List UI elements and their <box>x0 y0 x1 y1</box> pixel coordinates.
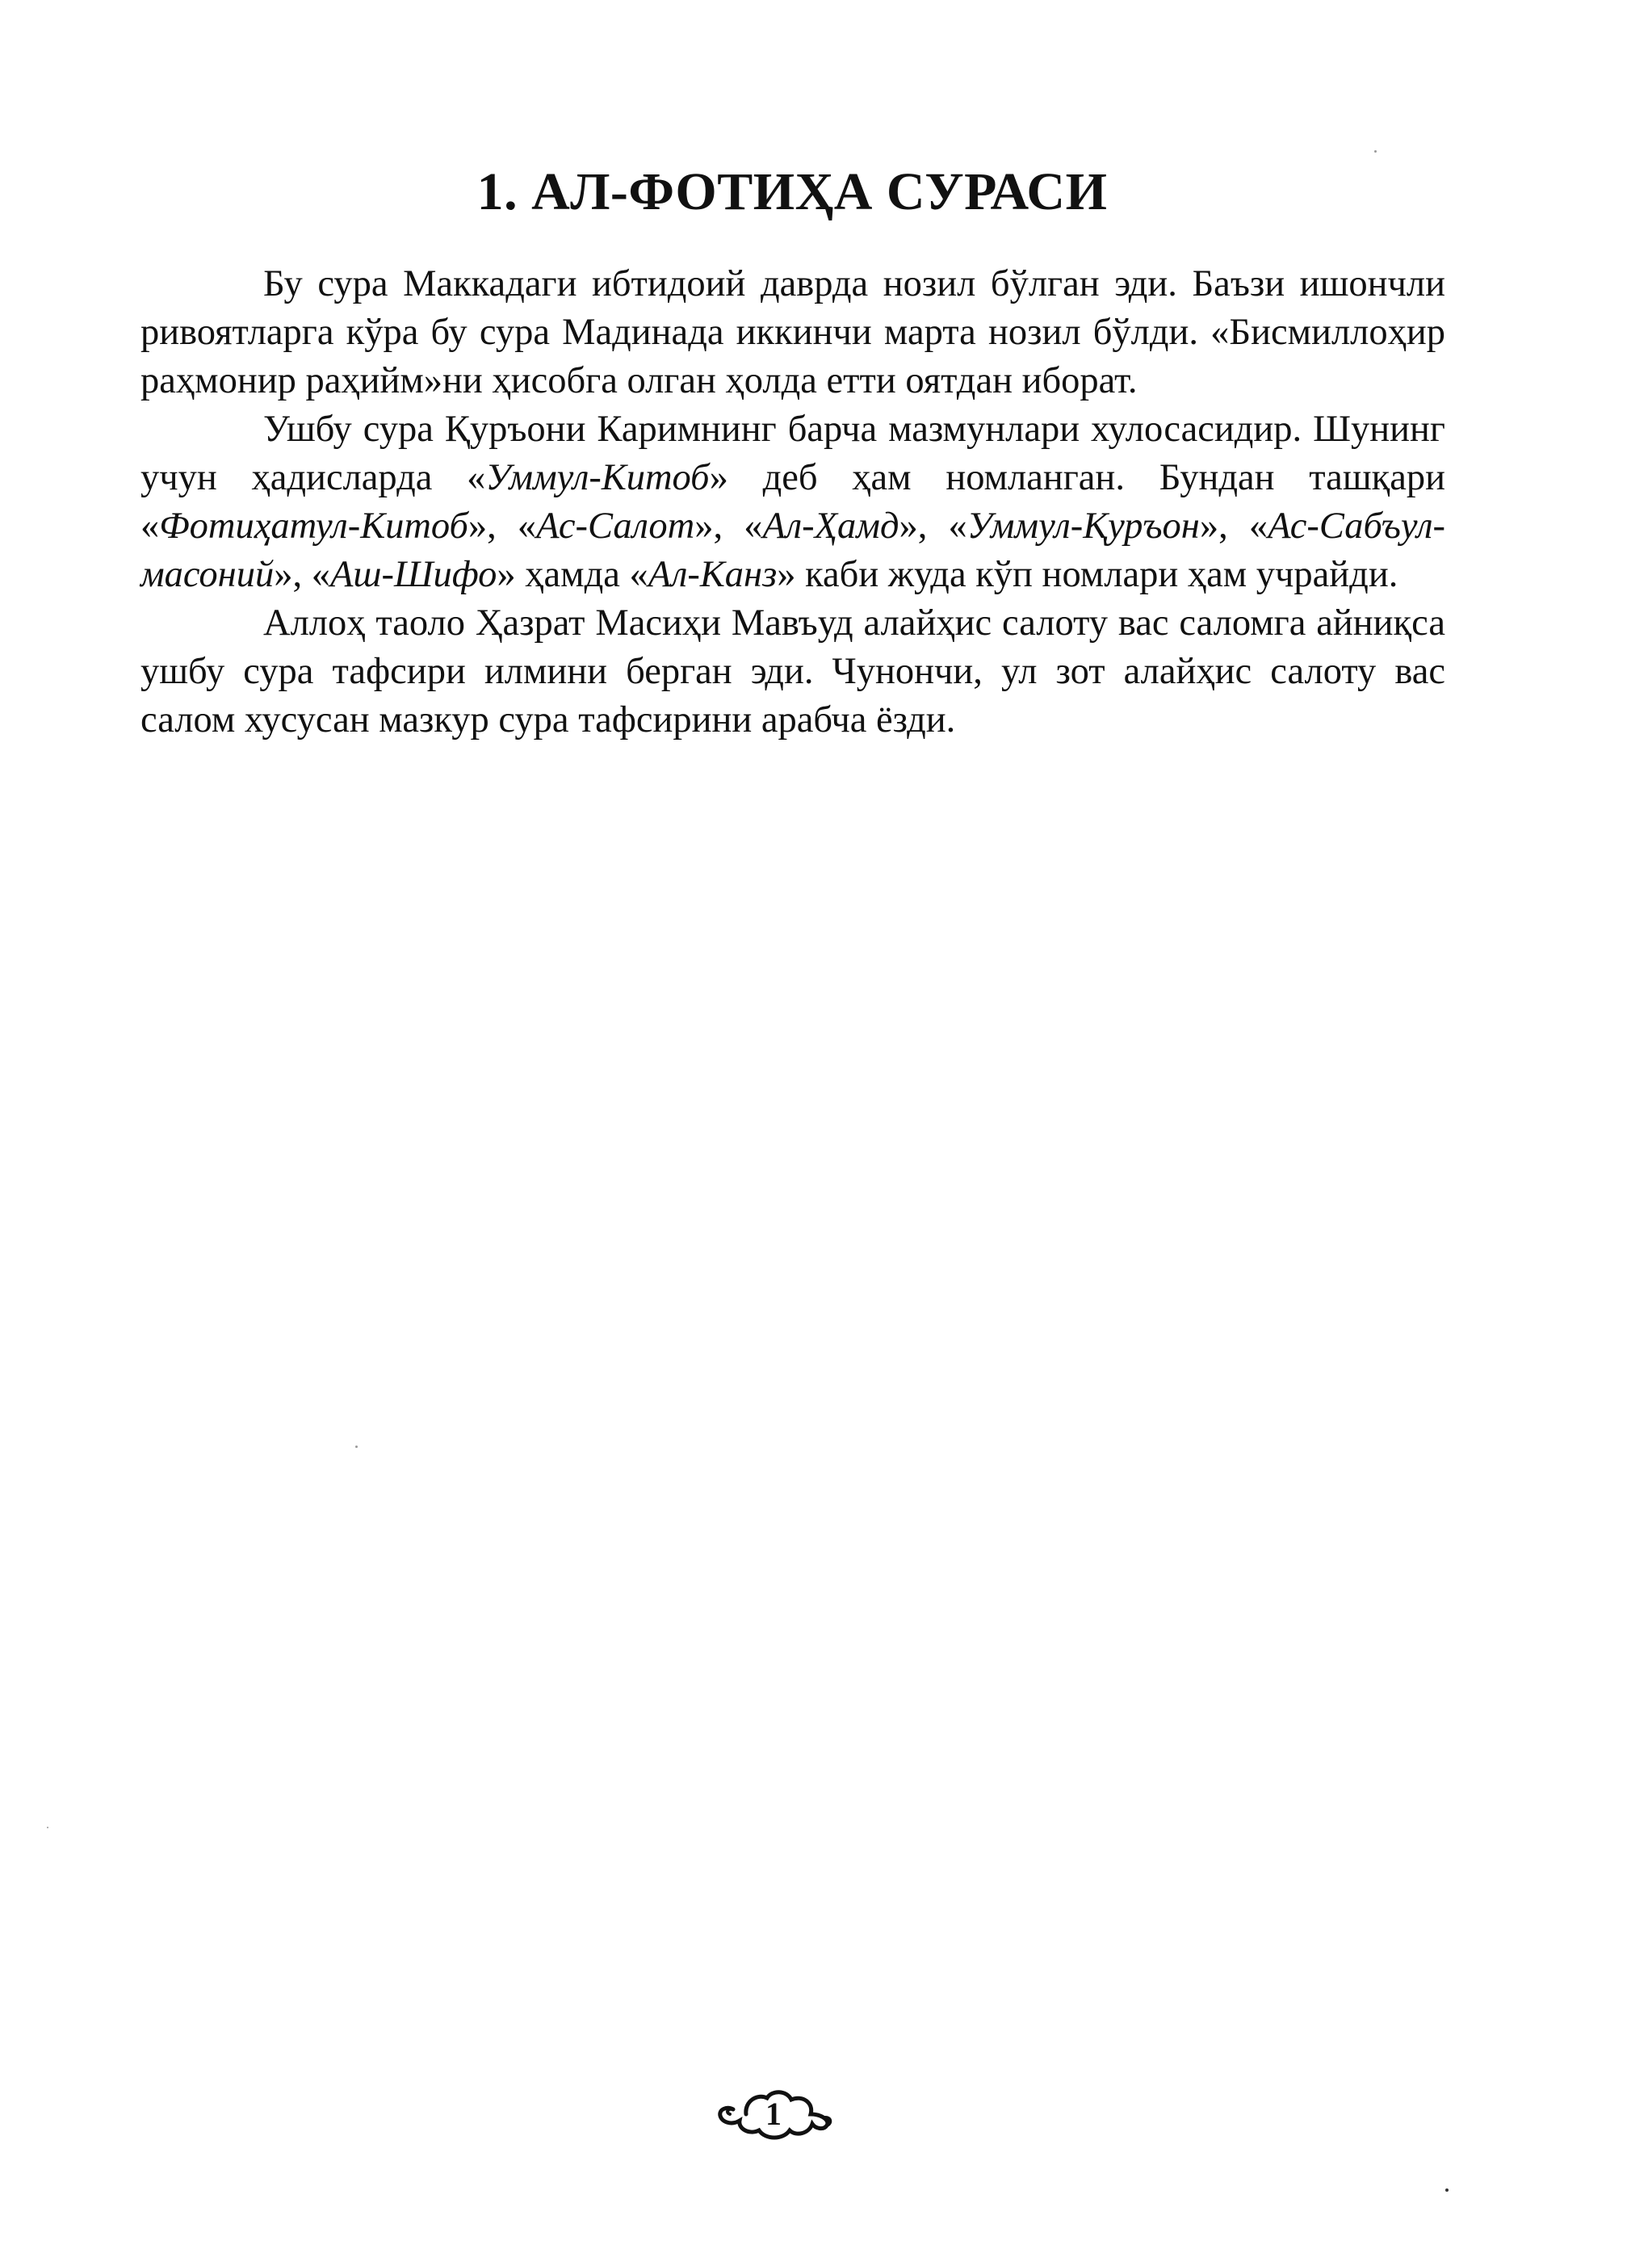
text-run: » каби жуда кўп номлари ҳам учрайди. <box>777 554 1398 595</box>
paragraph-3 <box>140 599 1445 745</box>
scan-speck <box>1374 150 1377 153</box>
page-number: 1 <box>765 2096 782 2132</box>
italic-term: Уммул-Китоб <box>485 457 710 498</box>
text-run: Ушбу сура Қуръони Каримнинг барча мазмунлари хулосасидир. Шунинг учун ҳадисларда « <box>140 409 1445 498</box>
text-run: Бу сура Маккадаги ибтидоий даврда нозил бўлган эди. Баъзи ишончли ривоятларга кўра бу сура Мадинада иккинчи марта нозил бўлди. «Бисмиллоҳир раҳмонир раҳийм»ни ҳисобга олган ҳолда етти оятдан иборат. <box>140 263 1445 401</box>
text-run: » деб ҳам номланган. Бундан ташқари « <box>140 457 1445 547</box>
paragraph-1 <box>140 260 1445 405</box>
text-run: » ҳамда « <box>497 554 648 595</box>
text-run: », « <box>468 506 537 547</box>
text-run: Аллоҳ таоло Ҳазрат Масиҳи Мавъуд алайҳис салоту вас саломга айниқса ушбу сура тафсири илмини берган эди. Чунончи, ул зот алайҳис салоту вас салом хусусан мазкур сура тафсирини арабча ёзди. <box>140 602 1445 741</box>
italic-term: Аш-Шифо <box>329 554 497 595</box>
scan-speck <box>47 1827 48 1828</box>
scan-speck <box>1445 2188 1449 2192</box>
page-number-ornament <box>709 2083 838 2145</box>
italic-term: Ал-Канз <box>648 554 778 595</box>
italic-term: Ал-Ҳамд <box>762 506 899 547</box>
italic-term: Уммул-Қуръон <box>966 506 1200 547</box>
chapter-title: 1. АЛ-ФОТИҲА СУРАСИ <box>476 162 1108 221</box>
text-run: », « <box>899 506 967 547</box>
italic-term: Ас-Сабъул-масоний <box>140 506 1445 595</box>
scan-speck <box>355 1446 358 1448</box>
paragraph-2 <box>140 405 1445 599</box>
body-text <box>140 260 1445 745</box>
text-run: », « <box>1199 506 1268 547</box>
italic-term: Ас-Салот <box>536 506 695 547</box>
italic-term: Фотиҳатул-Китоб <box>159 506 468 547</box>
text-run: », « <box>274 554 330 595</box>
text-run: », « <box>694 506 763 547</box>
